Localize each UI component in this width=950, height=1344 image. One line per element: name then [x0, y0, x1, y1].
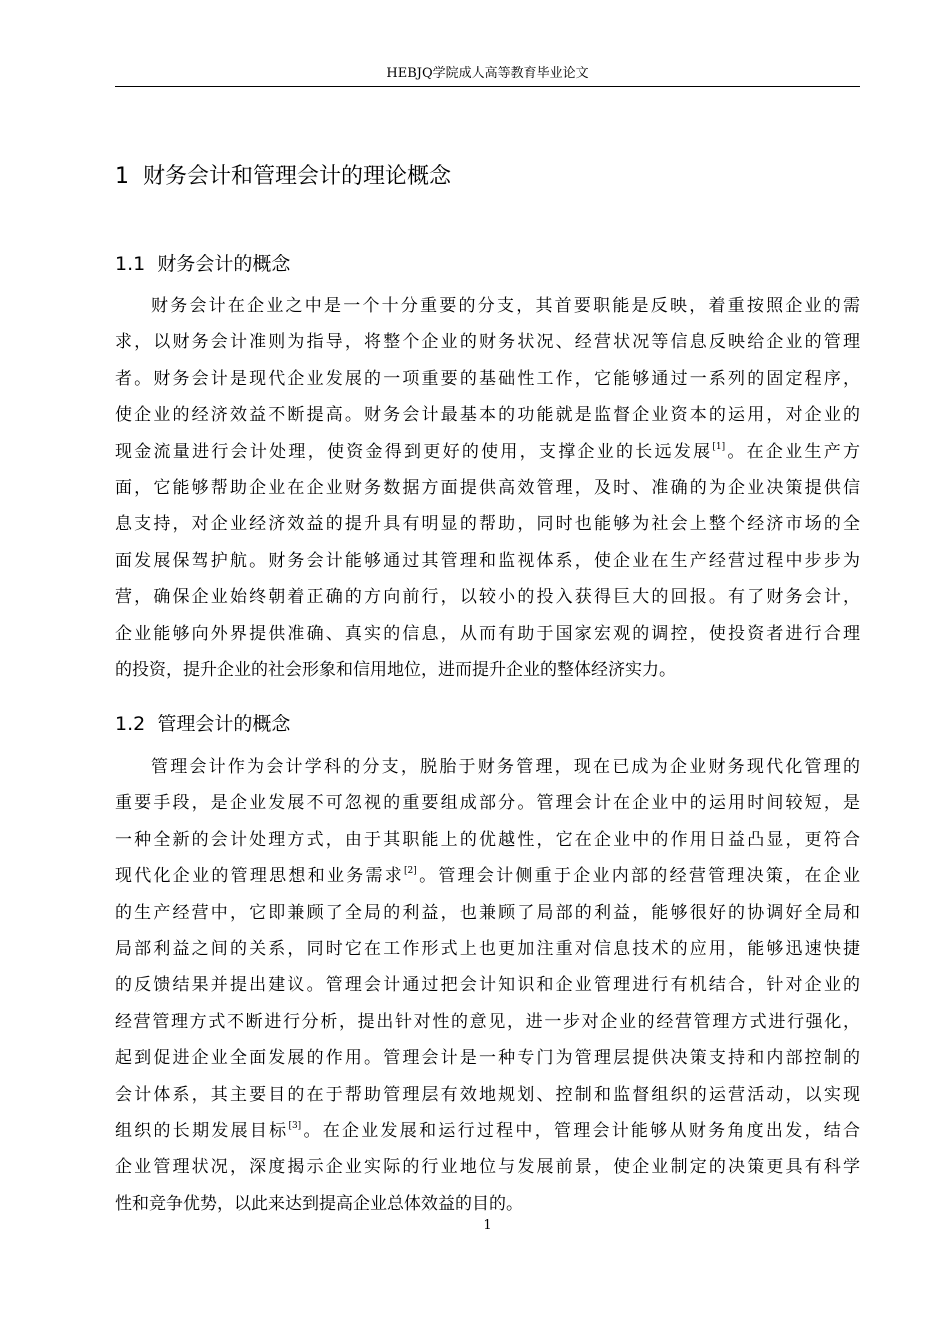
- running-header: HEBJQ学院成人高等教育毕业论文: [115, 64, 860, 87]
- text-line: 经营管理方式不断进行分析，提出针对性的意见，进一步对企业的经营管理方式进行强化，: [115, 1011, 860, 1032]
- chapter-number: 1: [115, 164, 129, 189]
- section-title: 财务会计的概念: [157, 253, 291, 275]
- text-line: 会计体系，其主要目的在于帮助管理层有效地规划、控制和监督组织的运营活动，以实现: [115, 1084, 860, 1105]
- section-heading-1-1: [115, 249, 860, 279]
- text-line: 的生产经营中，它即兼顾了全局的利益，也兼顾了局部的利益，能够很好的协调好全局和: [115, 902, 860, 923]
- text-line: 息支持，对企业经济效益的提升具有明显的帮助，同时也能够为社会上整个经济市场的全: [115, 514, 860, 535]
- text-line: 局部利益之间的关系，同时它在工作形式上也更加注重对信息技术的应用，能够迅速快捷: [115, 938, 860, 959]
- text-line: 性和竞争优势，以此来达到提高企业总体效益的目的。: [115, 1193, 523, 1214]
- chapter-heading: [115, 160, 860, 194]
- text-line: 管理会计作为会计学科的分支，脱胎于财务管理，现在已成为企业财务现代化管理的: [151, 757, 860, 777]
- text-line: [115, 434, 860, 470]
- text-segment: 。在企业发展和运行过程中，管理会计能够从财务角度出发，结合: [301, 1120, 861, 1141]
- section-number: 1.1: [115, 253, 146, 275]
- text-line: 求，以财务会计准则为指导，将整个企业的财务状况、经营状况等信息反映给企业的管理: [115, 332, 860, 353]
- text-line: 面发展保驾护航。财务会计能够通过其管理和监视体系，使企业在生产经营过程中步步为: [115, 550, 860, 571]
- section-title: 管理会计的概念: [157, 713, 291, 735]
- text-segment: 现代化企业的管理思想和业务需求: [115, 866, 405, 887]
- section-1-2-paragraph: [115, 749, 860, 1222]
- chapter-title: 财务会计和管理会计的理论概念: [143, 164, 452, 189]
- text-line: 使企业的经济效益不断提高。财务会计最基本的功能就是监督企业资本的运用，对企业的: [115, 405, 860, 426]
- citation-marker: [3]: [288, 1120, 302, 1131]
- section-heading-1-2: [115, 709, 860, 739]
- text-line: 者。财务会计是现代企业发展的一项重要的基础性工作，它能够通过一系列的固定程序，: [115, 368, 860, 389]
- text-line: 重要手段，是企业发展不可忽视的重要组成部分。管理会计在企业中的运用时间较短，是: [115, 793, 860, 814]
- citation-marker: [1]: [712, 441, 726, 452]
- text-line: 起到促进企业全面发展的作用。管理会计是一种专门为管理层提供决策支持和内部控制的: [115, 1048, 860, 1069]
- text-segment: 。在企业生产方: [725, 441, 861, 462]
- citation-marker: [2]: [404, 866, 417, 877]
- text-segment: 现金流量进行会计处理，使资金得到更好的使用，支撑企业的长远发展: [115, 441, 713, 462]
- text-line: [115, 858, 860, 894]
- text-line: 的反馈结果并提出建议。管理会计通过把会计知识和企业管理进行有机结合，针对企业的: [115, 975, 860, 996]
- text-line: 财务会计在企业之中是一个十分重要的分支，其首要职能是反映，着重按照企业的需: [151, 296, 860, 316]
- text-line: 面，它能够帮助企业在企业财务数据方面提供高效管理，及时、准确的为企业决策提供信: [115, 477, 860, 498]
- text-segment: 。管理会计侧重于企业内部的经营管理决策，在企业: [416, 866, 860, 887]
- text-line: [115, 1113, 860, 1149]
- page-number: 1: [483, 1218, 492, 1233]
- text-segment: 组织的长期发展目标: [115, 1120, 289, 1141]
- text-line: 企业能够向外界提供准确、真实的信息，从而有助于国家宏观的调控，使投资者进行合理: [115, 623, 860, 644]
- text-line: 一种全新的会计处理方式，由于其职能上的优越性，它在企业中的作用日益凸显，更符合: [115, 829, 860, 850]
- text-line: 营，确保企业始终朝着正确的方向前行，以较小的投入获得巨大的回报。有了财务会计，: [115, 587, 860, 608]
- text-line: 的投资，提升企业的社会形象和信用地位，进而提升企业的整体经济实力。: [115, 659, 676, 680]
- section-number: 1.2: [115, 713, 146, 735]
- text-line: 企业管理状况，深度揭示企业实际的行业地位与发展前景，使企业制定的决策更具有科学: [115, 1157, 860, 1178]
- section-1-1-paragraph: [115, 288, 860, 688]
